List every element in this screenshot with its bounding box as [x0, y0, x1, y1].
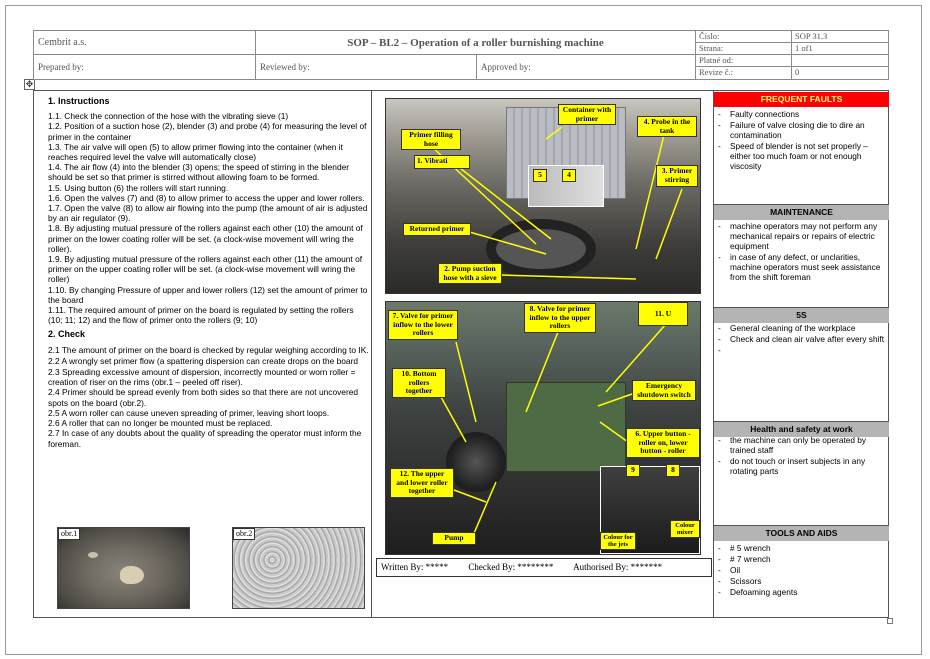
- photo-detail: [88, 552, 98, 558]
- written-by: Written By: *****: [381, 562, 449, 572]
- instructions-text: [48, 95, 370, 449]
- company-name: Cembrit a.s.: [34, 31, 256, 55]
- check-item: 2.4 Primer should be spread evenly from both sides so that there are not uncovered spots on the board (obr.2).: [48, 387, 359, 408]
- instruction-item: 1.2. Position of a suction hose (2), blender (3) and probe (4) for measuring the level of primer in the container: [48, 121, 367, 142]
- callout-upper-button: 6. Upper button - roller on, lower button - roller: [626, 428, 700, 458]
- meta-value-number: SOP 31.3: [792, 31, 888, 43]
- list-item: - Oil: [716, 565, 888, 575]
- callout-5: 5: [533, 169, 547, 182]
- instruction-item: 1.4. The air flow (4) into the blender (3) opens; the speed of stirring in the blender should be set so that primer is stirred without allowing foam to be formed.: [48, 162, 350, 183]
- side-info-column: [714, 91, 889, 617]
- photo-label-obr2: obr.2: [233, 528, 255, 540]
- callout-filling-hose: Primer filling hose: [401, 129, 461, 150]
- instruction-item: 1.10. By changing Pressure of upper and lower rollers (12) set the amount of primer to the board: [48, 284, 368, 305]
- callout-vibrating-sieve: 1. Vibrati: [414, 155, 470, 169]
- meta-key-revision: Revize č.:: [696, 67, 792, 79]
- photo-roller-machine: [385, 301, 701, 555]
- approved-by-field: Approved by:: [477, 55, 696, 80]
- photo-primer-container: [385, 98, 701, 294]
- photo-peeled-riser: [57, 527, 190, 609]
- photo-label-obr1: obr.1: [58, 528, 80, 540]
- photo-uncovered-spots: [232, 527, 365, 609]
- checked-by: Checked By: ********: [468, 562, 554, 572]
- callout-colour-mixer: Colour mixer: [670, 520, 700, 538]
- list-item: - # 7 wrench: [716, 554, 888, 564]
- callout-valve-lower: 7. Valve for primer inflow to the lower rollers: [388, 310, 458, 340]
- instructions-heading: 1. Instructions: [48, 96, 110, 106]
- authorised-by: Authorised By: *******: [573, 562, 663, 572]
- callout-returned-primer: Returned primer: [403, 223, 471, 236]
- list-item: - # 5 wrench: [716, 543, 888, 553]
- document-header-table: [33, 30, 889, 80]
- instructions-column: [34, 91, 372, 617]
- list-item: - do not touch or insert subjects in any rotating parts: [716, 456, 888, 476]
- meta-key-valid-from: Platné od:: [696, 55, 792, 67]
- callout-probe: 4. Probe in the tank: [637, 116, 697, 137]
- instruction-item: 1.3. The air valve will open (5) to allow primer flowing into the container (when it reaches required level the valve will automatically close): [48, 141, 343, 163]
- frequent-faults-heading: FREQUENT FAULTS: [714, 92, 889, 107]
- 5s-heading: 5S: [714, 308, 889, 323]
- list-item: - Failure of valve closing die to dire an contamination: [716, 120, 888, 140]
- instruction-item: 1.5. Using button (6) the rollers will start running.: [48, 182, 229, 193]
- callout-4: 4: [562, 169, 576, 182]
- health-safety-list: [716, 435, 888, 477]
- check-item: 2.3 Spreading excessive amount of dispersion, incorrectly mounted or worn roller = creation of riser on the rims (obr.1 – peeled off riser).: [48, 367, 356, 388]
- reviewed-by-field: Reviewed by:: [256, 55, 477, 80]
- callout-roller-11: 11. U: [638, 302, 688, 326]
- signature-row: [376, 558, 712, 577]
- meta-key-page: Strana:: [696, 43, 792, 55]
- instruction-item: 1.7. Open the valve (8) to allow air flowing into the pump (the amount of air is adjusted by an air regulator (9).: [48, 203, 368, 224]
- frequent-faults-list: [716, 109, 888, 172]
- list-item: - Faulty connections: [716, 109, 888, 119]
- resize-handle-icon[interactable]: [887, 618, 893, 624]
- callout-upper-lower-rollers: 12. The upper and lower roller together: [390, 468, 454, 498]
- callout-container: Container with primer: [558, 104, 616, 125]
- 5s-list: [716, 323, 888, 345]
- instruction-item: 1.11. The required amount of primer on the board is regulated by setting the rollers (10; 11; 12) and the flow of primer onto the rollers (9; 10): [48, 305, 354, 326]
- meta-value-revision: 0: [795, 67, 800, 77]
- callout-bottom-rollers: 10. Bottom rollers together: [392, 368, 446, 398]
- photo-detail: [120, 566, 144, 584]
- instruction-item: 1.8. By adjusting mutual pressure of the rollers against each other (10) the amount of primer on the lower coating roller will be set. (a clock-wise movement will wring the roller).: [48, 223, 363, 254]
- check-heading: 2. Check: [48, 329, 86, 340]
- list-item: - Speed of blender is not set properly – either too much foam or not enough viscosity: [716, 141, 888, 171]
- sop-main-table: [33, 90, 889, 618]
- callout-9: 9: [626, 464, 640, 477]
- list-item: - Defoaming agents: [716, 587, 888, 597]
- list-item: - Check and clean air valve after every shift: [716, 334, 888, 344]
- table-move-handle-icon[interactable]: ✥: [25, 79, 34, 89]
- callout-emergency-switch: Emergency shutdown switch: [632, 380, 696, 401]
- instruction-item: 1.1. Check the connection of the hose with the vibrating sieve (1): [48, 111, 289, 122]
- check-item: 2.1 The amount of primer on the board is checked by regular weighing according to IK.: [48, 344, 369, 355]
- list-item: - the machine can only be operated by trained staff: [716, 435, 888, 455]
- check-item: 2.7 In case of any doubts about the quality of spreading the operator must inform the foreman.: [48, 428, 362, 449]
- check-item: 2.5 A worn roller can cause uneven spreading of primer, leaving short loops.: [48, 407, 330, 418]
- meta-value-valid-from: [792, 55, 888, 67]
- check-item: 2.6 A roller that can no longer be mounted must be replaced.: [48, 418, 273, 429]
- prepared-by-field: Prepared by:: [34, 55, 256, 80]
- instruction-item: 1.9. By adjusting mutual pressure of the rollers against each other (11) the amount of primer on the upper coating roller will be set. (a clock-wise movement will wring the roller): [48, 254, 363, 285]
- tools-heading: TOOLS AND AIDS: [714, 526, 889, 541]
- meta-value-page: 1 of1: [792, 43, 888, 55]
- callout-suction-hose: 2. Pump suction hose with a sieve: [438, 263, 502, 284]
- photos-column: [372, 91, 714, 617]
- callout-valve-upper: 8. Valve for primer inflow to the upper rollers: [524, 303, 596, 333]
- health-safety-heading: Health and safety at work: [714, 422, 889, 437]
- tools-list: [716, 543, 888, 598]
- list-item: - General cleaning of the workplace: [716, 323, 888, 333]
- maintenance-list: [716, 221, 888, 283]
- check-item: 2.2 A wrongly set primer flow (a spattering dispersion can create drops on the board: [48, 355, 359, 366]
- callout-colour-jets: Colour for the jets: [600, 532, 636, 550]
- callout-pump: Pump: [432, 532, 476, 545]
- instruction-item: 1.6. Open the valves (7) and (8) to allow primer to access the upper and lower rollers.: [48, 192, 365, 203]
- document-title: SOP – BL2 – Operation of a roller burnishing machine: [256, 31, 696, 55]
- list-item: - in case of any defect, or unclarities, machine operators must seek assistance from the shift foreman: [716, 252, 888, 282]
- list-item: - Scissors: [716, 576, 888, 586]
- callout-8: 8: [666, 464, 680, 477]
- list-item: - machine operators may not perform any mechanical repairs or repairs of electric equipment: [716, 221, 888, 251]
- meta-key-number: Číslo:: [696, 31, 792, 43]
- maintenance-heading: MAINTENANCE: [714, 205, 889, 220]
- callout-stirring: 3. Primer stirring: [656, 165, 698, 187]
